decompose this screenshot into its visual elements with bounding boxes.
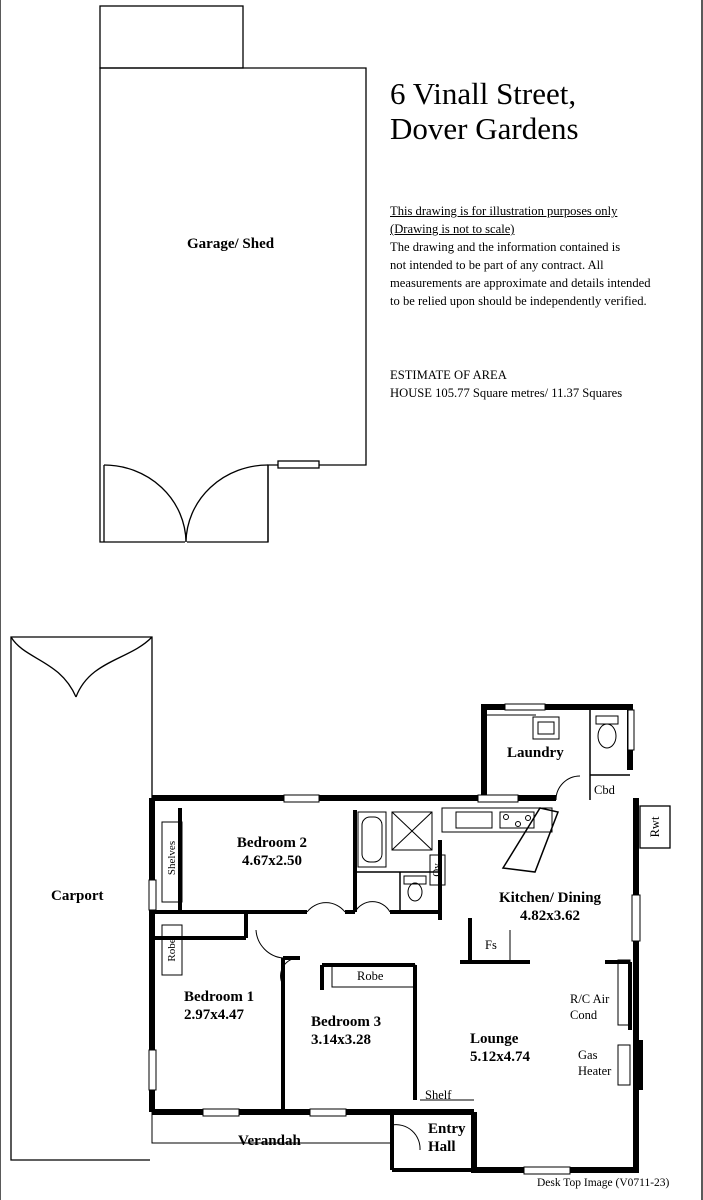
label-entry: Entry xyxy=(428,1121,466,1137)
area-house: HOUSE 105.77 Square metres/ 11.37 Squares xyxy=(390,386,623,400)
address-line-2: Dover Gardens xyxy=(390,111,579,146)
label-robe-bedroom-3: Robe xyxy=(357,969,384,983)
label-aircon-line-2: Cond xyxy=(570,1008,598,1022)
label-carport: Carport xyxy=(51,888,104,904)
address-line-1: 6 Vinall Street, xyxy=(390,76,577,111)
disclaimer-not-to-scale: (Drawing is not to scale) xyxy=(390,222,515,236)
label-heater-line-2: Heater xyxy=(578,1064,612,1078)
label-rwt: Rwt xyxy=(648,816,662,838)
size-kitchen-dining: 4.82x3.62 xyxy=(520,908,580,924)
label-shelves: Shelves xyxy=(166,840,178,876)
label-garage: Garage/ Shed xyxy=(187,236,275,252)
disclaimer-body-line: measurements are approximate and details intended xyxy=(390,276,651,290)
label-heater-line-1: Gas xyxy=(578,1048,598,1062)
disclaimer-heading: This drawing is for illustration purposes only xyxy=(390,204,618,218)
label-shelf: Shelf xyxy=(425,1088,452,1102)
garage-outline xyxy=(100,6,366,542)
size-bedroom-2: 4.67x2.50 xyxy=(242,853,302,869)
disclaimer-body-line: The drawing and the information contained is xyxy=(390,240,621,254)
label-bedroom-1: Bedroom 1 xyxy=(184,989,255,1005)
area-heading: ESTIMATE OF AREA xyxy=(390,368,507,382)
label-aircon-line-1: R/C Air xyxy=(570,992,610,1006)
label-fridge-space: Fs xyxy=(485,938,497,952)
label-laundry: Laundry xyxy=(507,745,564,761)
size-lounge: 5.12x4.74 xyxy=(470,1049,530,1065)
disclaimer-body-line: not intended to be part of any contract. All xyxy=(390,258,604,272)
label-lounge: Lounge xyxy=(470,1031,519,1047)
size-bedroom-3: 3.14x3.28 xyxy=(311,1032,371,1048)
label-bedroom-2: Bedroom 2 xyxy=(236,835,308,851)
label-kitchen-dining: Kitchen/ Dining xyxy=(498,890,602,906)
label-oven: Ov xyxy=(431,863,443,877)
size-bedroom-1: 2.97x4.47 xyxy=(184,1007,244,1023)
label-bedroom-3: Bedroom 3 xyxy=(311,1014,382,1030)
label-robe-bedroom-1: Robe xyxy=(166,938,178,962)
footer-caption: Desk Top Image (V0711-23) xyxy=(537,1177,670,1189)
label-hall: Hall xyxy=(428,1139,456,1155)
label-verandah: Verandah xyxy=(238,1133,301,1149)
label-cbd: Cbd xyxy=(594,783,615,797)
disclaimer-body-line: to be relied upon should be independently verified. xyxy=(390,294,647,308)
